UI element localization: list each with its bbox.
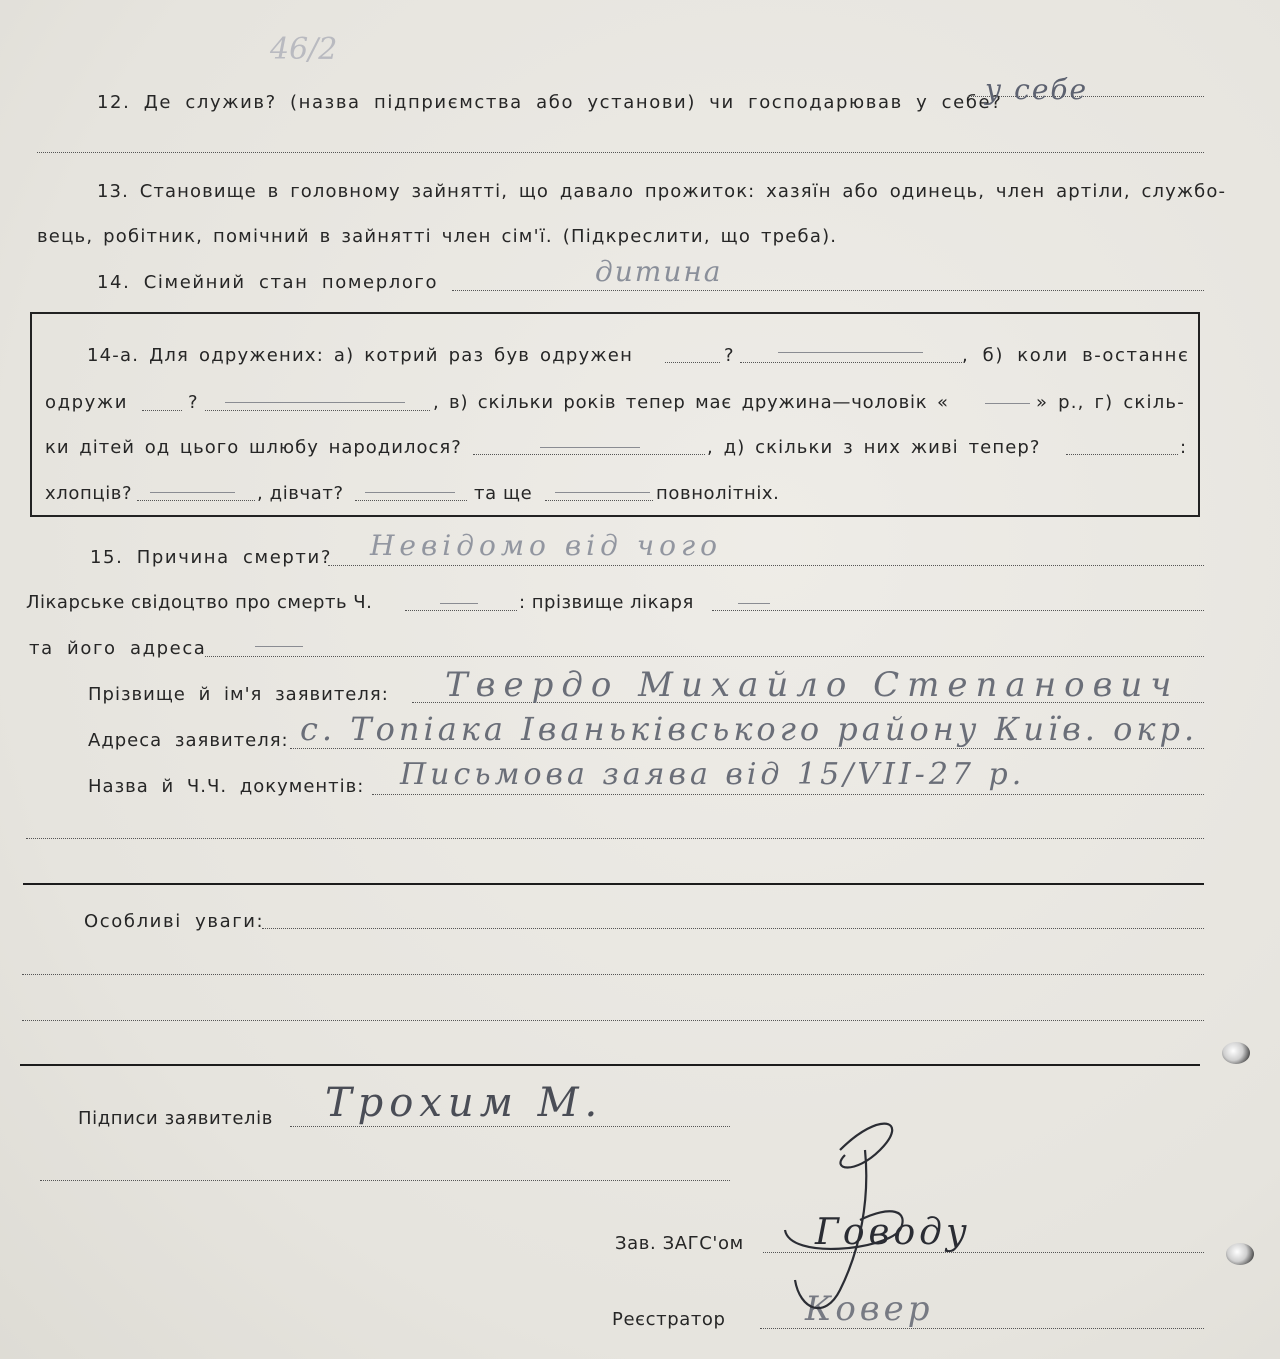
med-cert-label: Лікарське свідоцтво про смерть Ч. <box>26 592 373 613</box>
q14a-line2-b: , в) скільки років тепер має дружина—чоловік « <box>433 392 949 413</box>
q14a-line4-dash1 <box>150 492 235 493</box>
q15-label: 15. Причина смерти? <box>90 547 332 568</box>
med-cert-number-line <box>405 610 517 611</box>
head-label: Зав. ЗАГС'ом <box>615 1233 744 1254</box>
married-section-box <box>30 312 1200 517</box>
section-rule-2 <box>20 1064 1200 1066</box>
doctor-line <box>712 610 1204 611</box>
registrar-signature: Ковер <box>805 1289 934 1329</box>
section-rule-1 <box>23 883 1204 885</box>
q14a-line1-dots2 <box>740 362 962 363</box>
registrar-label: Реєстратор <box>612 1309 726 1330</box>
punch-hole-top <box>1222 1042 1250 1064</box>
q14-label: 14. Сімейний стан померлого <box>97 272 439 293</box>
q13-line1: 13. Становище в головному зайнятті, що давало прожиток: хазяїн або одинець, член артіли, службо- <box>97 181 1227 202</box>
q12-label: 12. Де служив? (назва підприємства або установи) чи господарював у себе? <box>97 92 1003 113</box>
pencil-mark: 46/2 <box>270 32 338 67</box>
q14a-line2-c: » р., г) скіль- <box>1036 392 1185 413</box>
remarks-line-3 <box>22 1020 1204 1021</box>
doctor-label: : прізвище лікаря <box>519 592 694 613</box>
documents-label: Назва й Ч.Ч. документів: <box>88 776 365 797</box>
q14a-line3-b: , д) скільки з них живі тепер? <box>707 437 1041 458</box>
q14a-line4-dash3 <box>555 492 650 493</box>
q14a-line1-dash <box>778 352 923 353</box>
q14a-line3-c: : <box>1180 437 1187 458</box>
punch-hole-bottom <box>1226 1243 1254 1265</box>
q14a-line1-q: ? <box>724 345 735 366</box>
q14a-line4-d: повнолітніх. <box>656 483 780 504</box>
q14a-line3-dots1 <box>473 454 705 455</box>
documents-answer: Письмова заява від 15/VII-27 р. <box>400 757 1026 792</box>
remarks-line-1 <box>262 928 1204 929</box>
q14a-line1-dots1 <box>665 362 720 363</box>
applicant-address-label: Адреса заявителя: <box>88 730 289 751</box>
blank-line-1 <box>26 838 1204 839</box>
applicant-address-answer: с. Топіака Іваньківського району Київ. окр. <box>300 710 1199 748</box>
q12-line2 <box>37 152 1204 153</box>
applicant-address-line <box>290 748 1204 749</box>
head-signature: Говоду <box>815 1212 971 1253</box>
q14-answer: дитина <box>595 255 723 288</box>
med-cert-number-dash <box>440 603 478 604</box>
applicant-name-label: Прізвище й ім'я заявителя: <box>88 684 389 705</box>
q14a-line2-a: одружи <box>45 392 129 413</box>
documents-line <box>372 794 1204 795</box>
q15-answer: Невідомо від чого <box>370 529 722 562</box>
applicant-name-answer: Твердо Михайло Степанович <box>445 665 1180 705</box>
doctor-dash <box>738 603 770 604</box>
q14a-line1-a: 14-а. Для одружених: а) котрий раз був одружен <box>87 345 634 366</box>
q14a-line4-dash2 <box>365 492 455 493</box>
q14a-line4-b: , дівчат? <box>257 483 344 504</box>
doctor-address-label: та його адреса <box>29 638 207 659</box>
q14a-line4-dots3 <box>545 500 653 501</box>
remarks-label: Особливі уваги: <box>84 911 265 932</box>
q14a-line3-a: ки дітей од цього шлюбу народилося? <box>45 437 462 458</box>
signatures-line-1 <box>290 1126 730 1127</box>
q14a-line3-dash <box>540 447 640 448</box>
q14a-line2-q: ? <box>188 392 199 413</box>
doctor-address-dash <box>255 646 303 647</box>
q14-answer-line <box>452 290 1204 291</box>
signatures-line-2 <box>40 1180 730 1181</box>
q14a-line4-c: та ще <box>474 483 533 504</box>
q12-answer: у себе <box>985 73 1089 106</box>
q14a-line2-age-dash <box>985 403 1030 404</box>
signatures-answer: Трохим М. <box>325 1080 604 1126</box>
signature-flourish <box>770 1110 1030 1350</box>
q14a-line3-dots2 <box>1066 454 1178 455</box>
q14a-line2-dots1 <box>142 410 182 411</box>
q14a-line4-dots1 <box>137 500 255 501</box>
q15-answer-line <box>328 565 1204 566</box>
doctor-address-line <box>205 656 1204 657</box>
q14a-line4-dots2 <box>355 500 467 501</box>
q13-line2: вець, робітник, помічний в зайнятті член сім'ї. (Підкреслити, що треба). <box>37 226 838 247</box>
q14a-line1-b: , б) коли в-останнє <box>962 345 1190 366</box>
q14a-line4-a: хлопців? <box>45 483 133 504</box>
remarks-line-2 <box>22 974 1204 975</box>
q14a-line2-dots2 <box>205 410 430 411</box>
q14a-line2-dash <box>225 402 405 403</box>
signatures-label: Підписи заявителів <box>78 1108 273 1129</box>
